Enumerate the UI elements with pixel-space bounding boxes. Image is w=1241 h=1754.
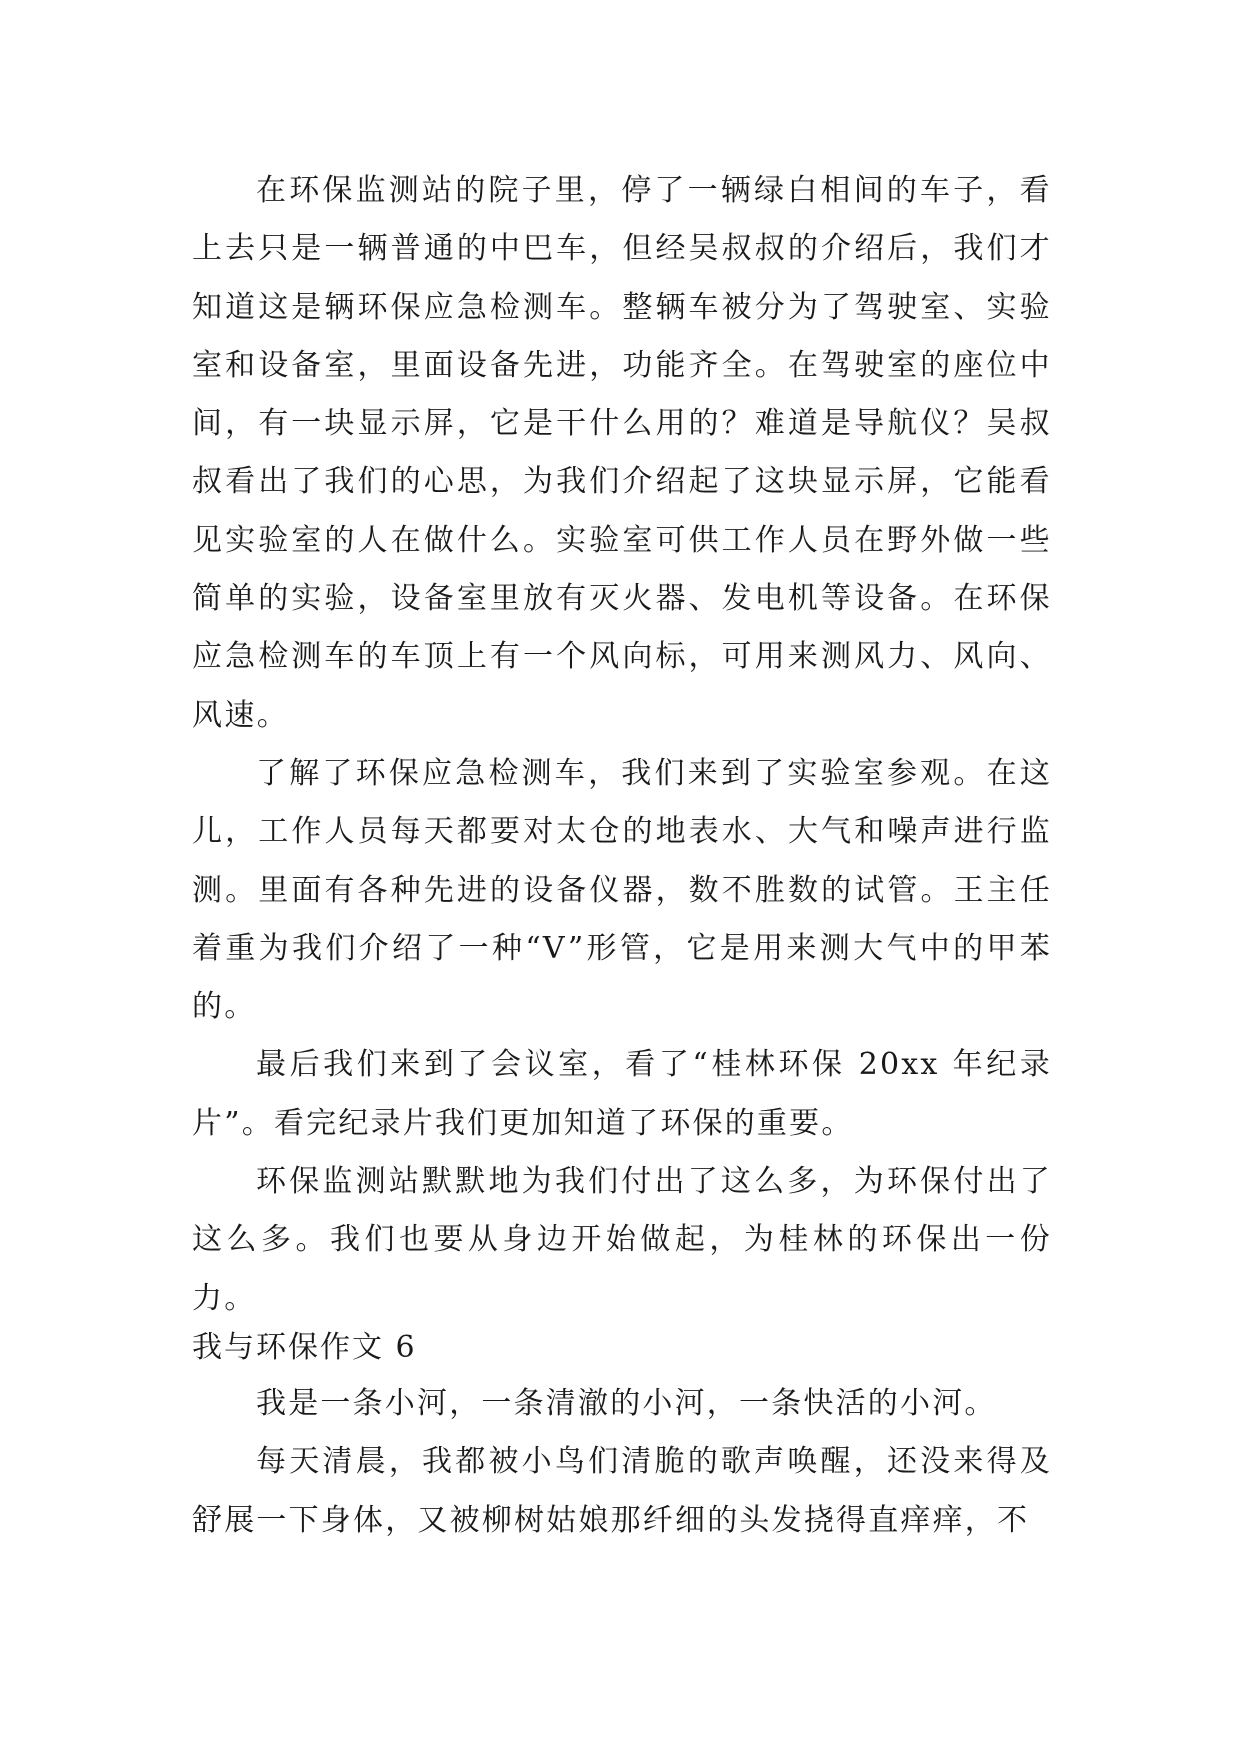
essay-body <box>192 162 1052 1328</box>
paragraph-meeting-room: 最后我们来到了会议室，看了“桂林环保 20xx 年纪录片”。看完纪录片我们更加知道了环保的重要。 <box>192 1047 1052 1141</box>
essay-6-body <box>192 1375 1052 1550</box>
paragraph-vehicle: 在环保监测站的院子里，停了一辆绿白相间的车子，看上去只是一辆普通的中巴车，但经吴叔叔的介绍后，我们才知道这是辆环保应急检测车。整辆车被分为了驾驶室、实验室和设备室，里面设备先进，功能齐全。在驾驶室的座位中间，有一块显示屏，它是干什么用的？难道是导航仪？吴叔叔看出了我们的心思，为我们介绍起了这块显示屏，它能看见实验室的人在做什么。实验室可供工作人员在野外做一些简单的实验，设备室里放有灭火器、发电机等设备。在环保应急检测车的车顶上有一个风向标，可用来测风力、风向、风速。 <box>192 173 1052 733</box>
paragraph-morning: 每天清晨，我都被小鸟们清脆的歌声唤醒，还没来得及舒展一下身体，又被柳树姑娘那纤细的头发挠得直痒痒，不 <box>192 1444 1052 1538</box>
paragraph-conclusion: 环保监测站默默地为我们付出了这么多，为环保付出了这么多。我们也要从身边开始做起，为桂林的环保出一份力。 <box>192 1164 1052 1316</box>
paragraph-laboratory: 了解了环保应急检测车，我们来到了实验室参观。在这儿，工作人员每天都要对太仓的地表水、大气和噪声进行监测。里面有各种先进的设备仪器，数不胜数的试管。王主任着重为我们介绍了一种“V”形管，它是用来测大气中的甲苯的。 <box>192 755 1052 1025</box>
section-title: 我与环保作文 6 <box>192 1330 417 1365</box>
paragraph-river-intro: 我是一条小河，一条清澈的小河，一条快活的小河。 <box>256 1386 997 1421</box>
